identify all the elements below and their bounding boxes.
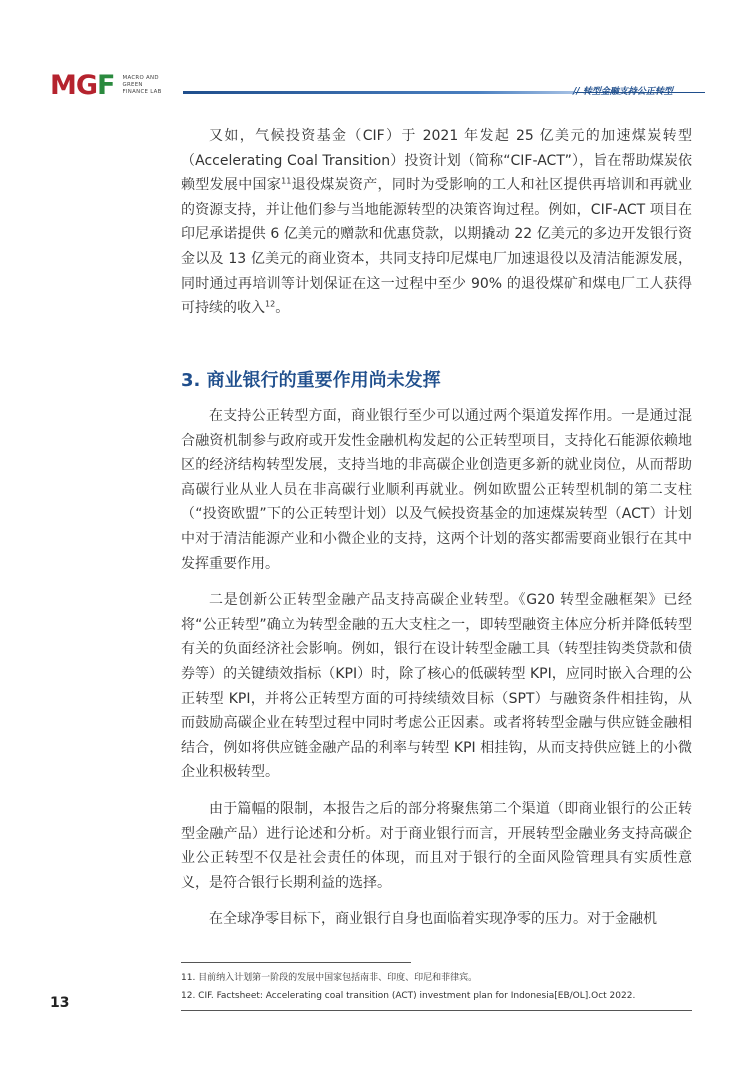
paragraph-cif-act: 又如，气候投资基金（CIF）于 2021 年发起 25 亿美元的加速煤炭转型（Accelerating Coal Transition）投资计划（简称“CIF-ACT”），旨在帮助煤炭依赖型发展中国家$^{11}$退役煤炭资产，同时为受影响的工人和社区提供再培训和再就业的资源支持，并让他们参与当地能源转型的决策咨询过程。例如，CIF-ACT 项目在印尼承诺提供 6 亿美元的赠款和优惠贷款，以期撬动 22 亿美元的多边开发银行资金以及 13 亿美元的商业资本，共同支持印尼煤电厂加速退役以及清洁能源发展，同时通过再培训等计划保证在这一过程中至少 90% 的退役煤矿和煤电厂工人获得可持续的收入$^{12}$。 <box>181 128 693 317</box>
paragraph-two-channels: 在支持公正转型方面，商业银行至少可以通过两个渠道发挥作用。一是通过混合融资机制参与政府或开发性金融机构发起的公正转型项目，支持化石能源依赖地区的经济结构转型发展，支持当地的非高碳企业创造更多新的就业岗位，从而帮助高碳行业从业人员在非高碳行业顺利再就业。例如欧盟公正转型机制的第二支柱（“投资欧盟”下的公正转型计划）以及气候投资基金的加速煤炭转型（ACT）计划中对于清洁能源产业和小微企业的支持，这两个计划的落实都需要商业银行在其中发挥重要作用。 <box>181 408 692 572</box>
running-header-title: // 转型金融支持公正转型 <box>573 87 673 97</box>
section-body <box>181 404 692 932</box>
footnote-ref-12[interactable]: 12 <box>265 299 276 309</box>
logo-text: MACRO AND GREEN FINANCE LAB <box>122 74 162 95</box>
footnote-ref-11[interactable]: 11 <box>281 176 292 186</box>
section-title: 3. 商业银行的重要作用尚未发挥 <box>181 370 441 391</box>
mgf-logo <box>50 71 162 99</box>
intro-paragraph-block <box>181 124 692 321</box>
footnote-12: 12. CIF. Factsheet: Accelerating coal transition (ACT) investment plan for Indonesia[EB/OL].Oct 2022. <box>181 991 636 1001</box>
logo-mark: MGF <box>50 69 115 101</box>
page-number: 13 <box>50 995 70 1011</box>
footnote-divider <box>181 962 411 963</box>
header-divider <box>183 91 575 94</box>
footnotes <box>181 969 701 1005</box>
paragraph-innovation: 二是创新公正转型金融产品支持高碳企业转型。《G20 转型金融框架》已经将“公正转型”确立为转型金融的五大支柱之一，即转型融资主体应分析并降低转型有关的负面经济社会影响。例如，银行在设计转型金融工具（转型挂钩类贷款和债券等）的关键绩效指标（KPI）时，除了核心的低碳转型 KPI，应同时嵌入合理的公正转型 KPI，并将公正转型方面的可持续绩效目标（SPT）与融资条件相挂钩，从而鼓励高碳企业在转型过程中同时考虑公正因素。或者将转型金融与供应链金融相结合，例如将供应链金融产品的利率与转型 KPI 相挂钩，从而支持供应链上的小微企业积极转型。 <box>181 592 692 781</box>
paragraph-focus: 由于篇幅的限制，本报告之后的部分将聚焦第二个渠道（即商业银行的公正转型金融产品）进行论述和分析。对于商业银行而言，开展转型金融业务支持高碳企业公正转型不仅是社会责任的体现，而且对于银行的全面风险管理具有实质性意义，是符合银行长期利益的选择。 <box>181 800 692 891</box>
footer-divider <box>181 1010 692 1011</box>
footnote-11: 11. 目前纳入计划第一阶段的发展中国家包括南非、印度、印尼和菲律宾。 <box>181 973 478 983</box>
paragraph-net-zero: 在全球净零目标下，商业银行自身也面临着实现净零的压力。对于金融机 <box>209 911 657 928</box>
